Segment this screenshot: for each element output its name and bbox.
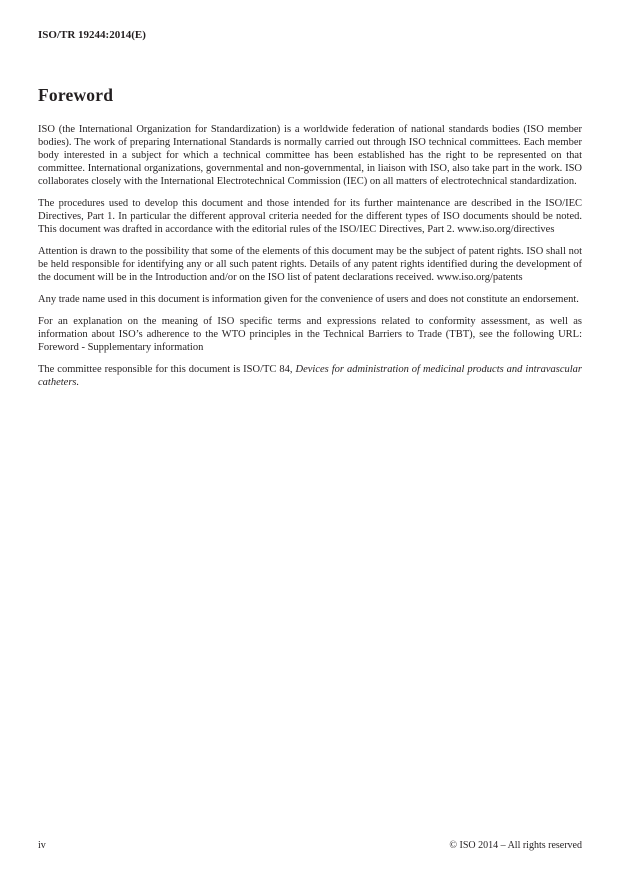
paragraph-trade-name: Any trade name used in this document is information given for the convenience of users and does not constitute an endorsement. bbox=[38, 294, 579, 305]
patents-link[interactable]: www.iso.org/patents bbox=[436, 272, 523, 283]
supplementary-information-link[interactable]: Foreword - Supplementary information bbox=[38, 342, 204, 353]
document-reference: ISO/TR 19244:2014(E) bbox=[38, 29, 146, 41]
paragraph-committee bbox=[38, 363, 582, 389]
paragraph-iso-federation: ISO (the International Organization for Standardization) is a worldwide federation of national standards bodies (ISO member bodies). The work of preparing International Standards is normally carried out through ISO technical committees. Each member body interested in a subject for which a technical committee has been established has the right to be represented on that committee. International organizations, governmental and non-governmental, in liaison with ISO, also take part in the work. ISO collaborates closely with the International Electrotechnical Commission (IEC) on all matters of electrotechnical standardization. bbox=[38, 124, 582, 187]
paragraph-committee-text: The committee responsible for this document is ISO/TC 84, bbox=[38, 364, 296, 375]
copyright-notice: © ISO 2014 – All rights reserved bbox=[449, 840, 582, 851]
page-footer bbox=[38, 840, 582, 851]
paragraph-procedures bbox=[38, 197, 582, 236]
directives-link[interactable]: www.iso.org/directives bbox=[457, 224, 555, 235]
page-content bbox=[0, 0, 620, 389]
paragraph-patent-rights bbox=[38, 245, 582, 284]
committee-title-italic: Devices for administration of medicinal products and intravascular catheters. bbox=[38, 364, 583, 388]
page-number: iv bbox=[38, 840, 46, 851]
paragraph-conformity-text: For an explanation on the meaning of ISO specific terms and expressions related to conformity assessment, as well as information about ISO’s adherence to the WTO principles in the Technical Barriers to Trade (TBT), see the following URL: bbox=[38, 316, 582, 340]
paragraph-conformity bbox=[38, 315, 582, 354]
paragraph-patent-rights-text: Attention is drawn to the possibility that some of the elements of this document may be the subject of patent rights. ISO shall not be held responsible for identifying any or all such patent rights. Details of any patent rights identified during the development of the document will be in the Introduction and/or on the ISO list of patent declarations received. bbox=[38, 246, 582, 283]
foreword-heading: Foreword bbox=[38, 85, 114, 105]
paragraph-procedures-text: The procedures used to develop this document and those intended for its further maintenance are described in the ISO/IEC Directives, Part 1. In particular the different approval criteria needed for the different types of ISO documents should be noted. This document was drafted in accordance with the editorial rules of the ISO/IEC Directives, Part 2. bbox=[38, 198, 582, 235]
